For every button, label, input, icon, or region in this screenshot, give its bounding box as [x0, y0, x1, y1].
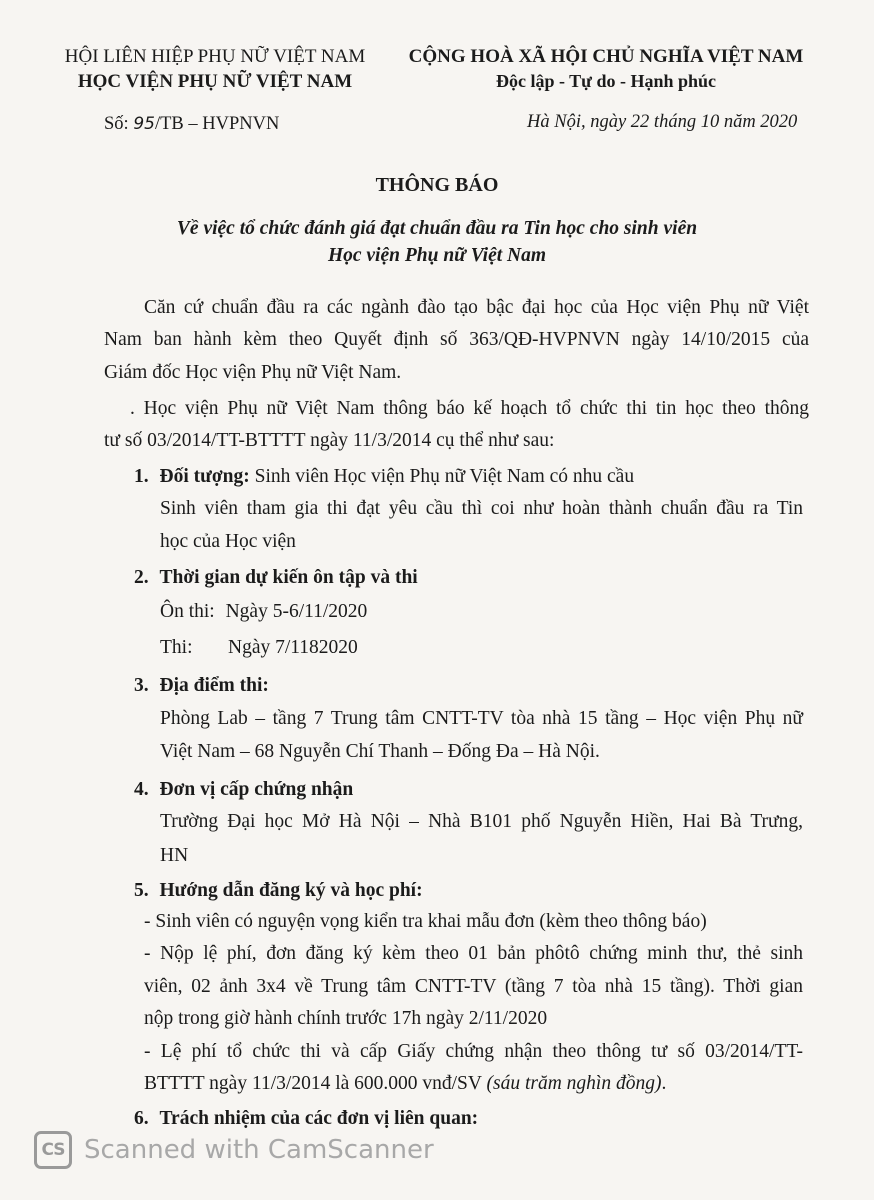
section-label: Đơn vị cấp chứng nhận — [159, 779, 354, 800]
exam-schedule — [160, 637, 358, 659]
section-number: 3. — [134, 675, 149, 696]
reference-number: 95 — [133, 114, 155, 134]
fee-end: . — [661, 1073, 667, 1094]
section-4-heading — [134, 779, 353, 801]
intro-p2-line-1: . Học viện Phụ nữ Việt Nam thông báo kế hoạch tổ chức thi tin học theo thông — [130, 398, 809, 419]
issue-date: Hà Nội, ngày 22 tháng 10 năm 2020 — [527, 112, 798, 132]
country-name: CỘNG HOÀ XÃ HỘI CHỦ NGHĨA VIỆT NAM — [408, 46, 804, 67]
section-number: 6. — [134, 1108, 149, 1129]
section-number: 2. — [134, 567, 149, 588]
intro-p1-line-1: Căn cứ chuẩn đầu ra các ngành đào tạo bậc đại học của Học viện Phụ nữ Việt — [144, 297, 809, 318]
subtitle-line-1: Về việc tổ chức đánh giá đạt chuẩn đầu ra Tin học cho sinh viên — [176, 218, 698, 239]
section-label: Hướng dẫn đăng ký và học phí: — [159, 880, 423, 901]
intro-p2-line-2: tư số 03/2014/TT-BTTTT ngày 11/3/2014 cụ thể như sau: — [104, 430, 555, 451]
section-5-bullet-2-line-3: nộp trong giờ hành chính trước 17h ngày 2/11/2020 — [144, 1008, 548, 1029]
section-4-line-2: HN — [160, 845, 189, 866]
camscanner-logo-icon: CS — [34, 1131, 72, 1169]
review-label: Ôn thi: — [160, 601, 215, 622]
exam-date: Ngày 7/1182020 — [228, 637, 358, 658]
camscanner-watermark — [34, 1128, 434, 1172]
section-text: Sinh viên Học viện Phụ nữ Việt Nam có nhu cầu — [249, 466, 635, 487]
national-header — [396, 44, 816, 94]
section-2-heading — [134, 567, 418, 589]
document-reference — [104, 114, 279, 135]
national-motto: Độc lập - Tự do - Hạnh phúc — [495, 71, 717, 91]
section-4-line-1: Trường Đại học Mở Hà Nội – Nhà B101 phố Nguyễn Hiền, Hai Bà Trưng, — [160, 811, 803, 832]
section-5-bullet-1: - Sinh viên có nguyện vọng kiển tra khai mẫu đơn (kèm theo thông báo) — [144, 911, 707, 932]
section-1-line-2: Sinh viên tham gia thi đạt yêu cầu thì coi như hoàn thành chuẩn đầu ra Tin — [160, 498, 803, 519]
section-3-heading — [134, 675, 269, 697]
watermark-text: Scanned with CamScanner — [84, 1135, 434, 1165]
section-label: Địa điểm thi: — [159, 675, 269, 696]
intro-p1-line-2: Nam ban hành kèm theo Quyết định số 363/QĐ-HVPNVN ngày 14/10/2015 của — [104, 329, 809, 350]
section-5-bullet-2-line-1: - Nộp lệ phí, đơn đăng ký kèm theo 01 bản phôtô chứng minh thư, thẻ sinh — [144, 943, 803, 964]
section-3-line-1: Phòng Lab – tầng 7 Trung tâm CNTT-TV tòa nhà 15 tầng – Học viện Phụ nữ — [160, 708, 803, 729]
document-title: THÔNG BÁO — [375, 174, 499, 196]
subtitle-line-2: Học viện Phụ nữ Việt Nam — [327, 245, 547, 266]
review-schedule — [160, 601, 367, 623]
section-1-heading — [134, 466, 634, 488]
organization-header — [50, 44, 380, 94]
fee-text: BTTTT ngày 11/3/2014 là 600.000 vnđ/SV — [144, 1073, 487, 1094]
section-6-heading — [134, 1108, 478, 1130]
intro-p1-line-3: Giám đốc Học viện Phụ nữ Việt Nam. — [104, 362, 402, 383]
section-label: Trách nhiệm của các đơn vị liên quan: — [159, 1108, 479, 1129]
section-label: Đối tượng: — [159, 466, 250, 487]
reference-prefix: Số: — [104, 114, 129, 134]
section-number: 1. — [134, 466, 149, 487]
fee-in-words: (sáu trăm nghìn đồng) — [486, 1073, 662, 1094]
section-3-line-2: Việt Nam – 68 Nguyễn Chí Thanh – Đống Đa – Hà Nội. — [160, 741, 600, 762]
section-number: 5. — [134, 880, 149, 901]
section-label: Thời gian dự kiến ôn tập và thi — [159, 567, 418, 588]
section-5-bullet-3-line-2 — [144, 1073, 666, 1095]
section-5-bullet-2-line-2: viên, 02 ảnh 3x4 về Trung tâm CNTT-TV (tầng 7 tòa nhà 15 tầng). Thời gian — [144, 976, 803, 997]
exam-label: Thi: — [160, 637, 193, 658]
section-1-line-3: học của Học viện — [160, 531, 296, 552]
reference-suffix: /TB – HVPNVN — [154, 114, 280, 134]
section-5-bullet-3-line-1: - Lệ phí tổ chức thi và cấp Giấy chứng nhận theo thông tư số 03/2014/TT- — [144, 1041, 803, 1062]
review-date: Ngày 5-6/11/2020 — [225, 601, 368, 622]
section-5-heading — [134, 880, 423, 902]
section-number: 4. — [134, 779, 149, 800]
institution-name: HỌC VIỆN PHỤ NỮ VIỆT NAM — [77, 71, 353, 92]
document-subtitle — [0, 215, 874, 269]
parent-organization: HỘI LIÊN HIỆP PHỤ NỮ VIỆT NAM — [64, 46, 366, 67]
